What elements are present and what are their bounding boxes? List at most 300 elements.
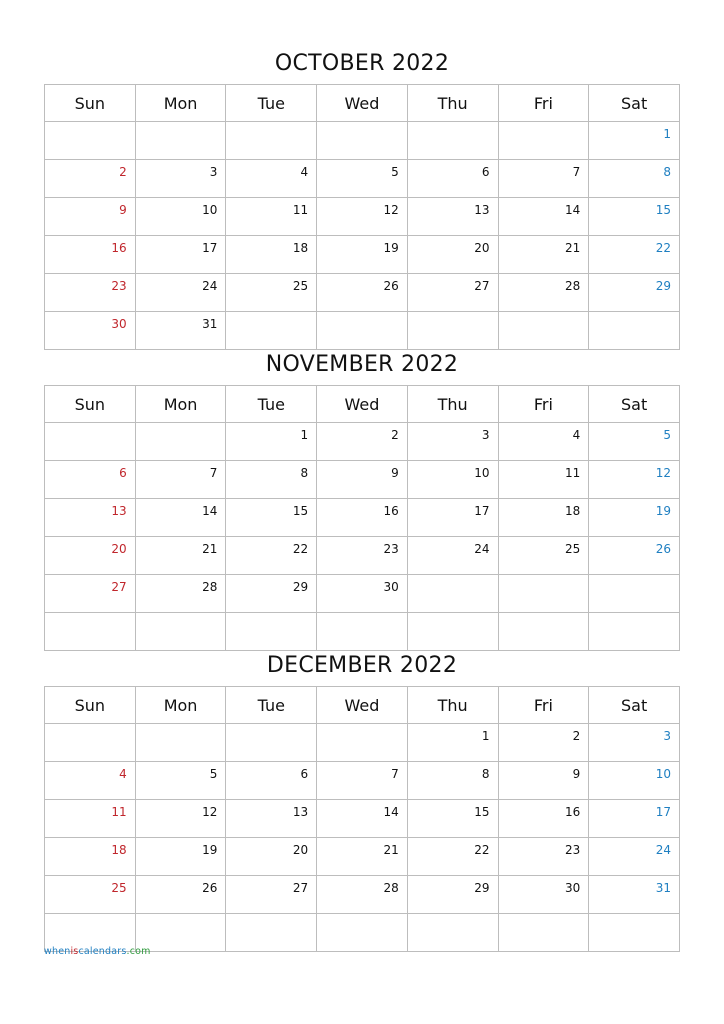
day-cell: [45, 198, 136, 236]
day-cell: [498, 838, 589, 876]
day-number: 9: [119, 203, 127, 217]
day-cell: [317, 274, 408, 312]
day-number: 24: [202, 279, 218, 293]
day-number: 1: [481, 729, 490, 743]
month-grid: [44, 84, 680, 350]
week-row: [45, 461, 680, 499]
day-number: 4: [300, 165, 309, 179]
day-number: 14: [564, 203, 581, 217]
day-number: [317, 312, 407, 317]
day-number: 9: [572, 767, 581, 781]
day-number: 27: [474, 279, 490, 293]
day-cell: [317, 724, 408, 762]
day-cell: [589, 613, 680, 651]
day-cell: [407, 198, 498, 236]
day-number: 19: [655, 504, 671, 518]
day-cell: [45, 236, 136, 274]
day-number: 23: [564, 843, 581, 857]
day-number: 26: [202, 881, 218, 895]
day-number: 20: [111, 542, 127, 556]
day-cell: [498, 914, 589, 952]
day-cell: [589, 461, 680, 499]
day-number: 6: [481, 165, 490, 179]
day-number: 12: [655, 466, 671, 480]
day-number: 6: [300, 767, 309, 781]
weekday-header-row: [45, 687, 680, 724]
day-cell: [135, 499, 226, 537]
footer-text-segment: when: [44, 946, 71, 957]
day-cell: [226, 160, 317, 198]
week-row: [45, 312, 680, 350]
day-cell: [317, 914, 408, 952]
day-number: [136, 423, 226, 428]
day-cell: [498, 762, 589, 800]
day-number: [589, 312, 679, 317]
day-number: 1: [663, 127, 671, 141]
day-number: 3: [663, 729, 671, 743]
week-row: [45, 724, 680, 762]
month-title: NOVEMBER 2022: [265, 352, 459, 377]
day-cell: [589, 236, 680, 274]
day-cell: [135, 236, 226, 274]
weekday-header-row: [45, 386, 680, 423]
day-cell: [498, 122, 589, 160]
day-cell: [135, 122, 226, 160]
day-cell: [589, 537, 680, 575]
day-cell: [45, 160, 136, 198]
day-number: 27: [292, 881, 309, 895]
day-cell: [589, 499, 680, 537]
day-cell: [407, 914, 498, 952]
day-number: 28: [383, 881, 399, 895]
day-cell: [589, 800, 680, 838]
day-cell: [589, 914, 680, 952]
day-number: [226, 312, 316, 317]
day-cell: [226, 461, 317, 499]
day-cell: [407, 499, 498, 537]
week-row: [45, 274, 680, 312]
day-number: [136, 914, 226, 919]
day-cell: [226, 575, 317, 613]
day-cell: [226, 800, 317, 838]
day-number: 10: [474, 466, 490, 480]
weekday-header: Thu: [407, 85, 498, 122]
day-cell: [45, 423, 136, 461]
footer-text-segment: calendars: [78, 946, 127, 957]
day-cell: [498, 160, 589, 198]
day-number: 7: [391, 767, 399, 781]
day-number: 21: [202, 542, 218, 556]
day-cell: [589, 423, 680, 461]
day-cell: [589, 122, 680, 160]
day-cell: [45, 122, 136, 160]
day-number: 8: [663, 165, 671, 179]
day-number: [45, 122, 135, 127]
day-number: 25: [111, 881, 127, 895]
day-number: 26: [655, 542, 671, 556]
weekday-header: Sat: [589, 687, 680, 724]
day-number: 4: [119, 767, 127, 781]
month-grid: [44, 686, 680, 952]
day-cell: [589, 838, 680, 876]
day-number: 3: [209, 165, 218, 179]
day-number: 30: [564, 881, 581, 895]
day-cell: [317, 160, 408, 198]
day-number: 1: [300, 428, 309, 442]
day-number: 20: [292, 843, 309, 857]
week-row: [45, 575, 680, 613]
day-cell: [317, 876, 408, 914]
day-number: 16: [111, 241, 127, 255]
day-cell: [317, 122, 408, 160]
day-cell: [135, 613, 226, 651]
day-number: [317, 914, 407, 919]
day-number: 23: [383, 542, 399, 556]
weekday-header: Fri: [498, 85, 589, 122]
day-cell: [45, 724, 136, 762]
week-row: [45, 838, 680, 876]
day-cell: [407, 724, 498, 762]
month-block: [44, 345, 680, 651]
weekday-header: Sat: [589, 386, 680, 423]
weekday-header: Sat: [589, 85, 680, 122]
day-number: 30: [111, 317, 127, 331]
day-cell: [498, 198, 589, 236]
day-number: [226, 122, 316, 127]
day-cell: [317, 499, 408, 537]
day-cell: [135, 575, 226, 613]
day-number: 10: [655, 767, 671, 781]
weekday-header: Wed: [317, 386, 408, 423]
day-cell: [498, 537, 589, 575]
day-number: 28: [202, 580, 218, 594]
day-cell: [226, 838, 317, 876]
day-cell: [589, 198, 680, 236]
weekday-header: Mon: [135, 85, 226, 122]
day-number: 22: [474, 843, 490, 857]
day-cell: [135, 160, 226, 198]
day-cell: [135, 423, 226, 461]
day-number: 18: [292, 241, 309, 255]
day-cell: [589, 876, 680, 914]
day-cell: [589, 724, 680, 762]
day-number: 24: [474, 542, 490, 556]
day-number: [136, 613, 226, 618]
day-number: 5: [209, 767, 218, 781]
day-number: [408, 122, 498, 127]
footer-text-segment: is: [70, 946, 79, 957]
day-number: 6: [119, 466, 127, 480]
day-cell: [407, 461, 498, 499]
day-number: [499, 914, 589, 919]
day-number: [499, 613, 589, 618]
day-cell: [45, 800, 136, 838]
day-cell: [135, 274, 226, 312]
weekday-header: Sun: [45, 386, 136, 423]
day-number: [408, 914, 498, 919]
day-number: 17: [202, 241, 218, 255]
day-cell: [226, 537, 317, 575]
day-number: 21: [564, 241, 581, 255]
day-cell: [45, 537, 136, 575]
month-block: [44, 44, 680, 350]
day-number: 13: [474, 203, 490, 217]
day-number: 14: [202, 504, 218, 518]
day-number: 19: [202, 843, 218, 857]
day-cell: [45, 876, 136, 914]
day-cell: [498, 499, 589, 537]
day-cell: [317, 838, 408, 876]
weekday-header: Wed: [317, 687, 408, 724]
day-cell: [226, 122, 317, 160]
day-cell: [226, 198, 317, 236]
day-number: [226, 613, 316, 618]
day-number: 26: [383, 279, 399, 293]
day-cell: [135, 312, 226, 350]
day-number: 22: [655, 241, 671, 255]
day-number: 27: [111, 580, 127, 594]
day-cell: [226, 724, 317, 762]
day-cell: [226, 236, 317, 274]
day-number: [317, 724, 407, 729]
week-row: [45, 613, 680, 651]
day-number: [45, 613, 135, 618]
day-number: 10: [202, 203, 218, 217]
day-cell: [45, 312, 136, 350]
day-cell: [135, 876, 226, 914]
day-number: 2: [391, 428, 399, 442]
day-number: 11: [564, 466, 581, 480]
day-number: 28: [564, 279, 581, 293]
day-cell: [407, 122, 498, 160]
day-cell: [135, 724, 226, 762]
day-number: [226, 724, 316, 729]
day-cell: [407, 613, 498, 651]
week-row: [45, 198, 680, 236]
day-cell: [407, 236, 498, 274]
day-cell: [407, 762, 498, 800]
weekday-header: Wed: [317, 85, 408, 122]
footer-text-segment: .com: [126, 946, 151, 957]
day-cell: [317, 800, 408, 838]
day-cell: [45, 838, 136, 876]
day-cell: [407, 423, 498, 461]
day-cell: [498, 312, 589, 350]
day-number: [45, 914, 135, 919]
day-number: 23: [111, 279, 127, 293]
day-cell: [226, 312, 317, 350]
day-number: [136, 724, 226, 729]
day-number: 11: [292, 203, 309, 217]
day-cell: [589, 575, 680, 613]
day-number: 29: [655, 279, 671, 293]
month-grid: [44, 385, 680, 651]
day-cell: [498, 575, 589, 613]
day-number: 2: [119, 165, 127, 179]
day-number: 16: [564, 805, 581, 819]
day-number: 11: [111, 805, 127, 819]
day-number: [317, 613, 407, 618]
footer-website[interactable]: [44, 946, 151, 957]
weekday-header: Thu: [407, 386, 498, 423]
day-cell: [226, 876, 317, 914]
day-cell: [226, 274, 317, 312]
day-cell: [589, 160, 680, 198]
day-cell: [407, 312, 498, 350]
day-cell: [135, 537, 226, 575]
weekday-header-row: [45, 85, 680, 122]
week-row: [45, 236, 680, 274]
day-number: [408, 312, 498, 317]
day-cell: [226, 914, 317, 952]
day-number: [226, 914, 316, 919]
day-cell: [589, 274, 680, 312]
day-number: 7: [209, 466, 218, 480]
day-number: [499, 575, 589, 580]
weekday-header: Tue: [226, 687, 317, 724]
day-number: 21: [383, 843, 399, 857]
weekday-header: Fri: [498, 386, 589, 423]
day-number: 13: [111, 504, 127, 518]
day-number: 24: [655, 843, 671, 857]
day-number: 12: [383, 203, 399, 217]
day-number: 29: [474, 881, 490, 895]
week-row: [45, 122, 680, 160]
day-number: [499, 312, 589, 317]
day-cell: [498, 461, 589, 499]
day-number: [317, 122, 407, 127]
week-row: [45, 876, 680, 914]
day-number: 29: [292, 580, 309, 594]
day-number: 2: [572, 729, 581, 743]
day-cell: [226, 762, 317, 800]
day-cell: [45, 762, 136, 800]
day-number: [136, 122, 226, 127]
week-row: [45, 499, 680, 537]
week-row: [45, 160, 680, 198]
day-cell: [498, 613, 589, 651]
day-cell: [45, 274, 136, 312]
day-cell: [498, 423, 589, 461]
month-block: [44, 646, 680, 952]
day-cell: [45, 499, 136, 537]
day-number: [45, 724, 135, 729]
day-cell: [407, 838, 498, 876]
day-number: 15: [474, 805, 490, 819]
weekday-header: Mon: [135, 386, 226, 423]
day-number: 25: [564, 542, 581, 556]
day-number: 3: [481, 428, 490, 442]
day-number: 18: [111, 843, 127, 857]
day-cell: [226, 423, 317, 461]
day-cell: [317, 575, 408, 613]
weekday-header: Sun: [45, 85, 136, 122]
day-number: 17: [655, 805, 671, 819]
day-cell: [317, 236, 408, 274]
day-cell: [317, 762, 408, 800]
week-row: [45, 800, 680, 838]
day-number: 17: [474, 504, 490, 518]
day-cell: [589, 312, 680, 350]
day-cell: [135, 838, 226, 876]
day-cell: [317, 198, 408, 236]
day-cell: [407, 160, 498, 198]
day-cell: [589, 762, 680, 800]
day-number: 12: [202, 805, 218, 819]
week-row: [45, 537, 680, 575]
day-cell: [407, 537, 498, 575]
month-title: OCTOBER 2022: [274, 51, 450, 76]
day-cell: [135, 461, 226, 499]
day-number: 8: [481, 767, 490, 781]
day-number: 31: [655, 881, 671, 895]
day-cell: [226, 613, 317, 651]
day-cell: [498, 236, 589, 274]
month-title: DECEMBER 2022: [266, 653, 458, 678]
day-cell: [45, 575, 136, 613]
weekday-header: Tue: [226, 85, 317, 122]
day-number: 30: [383, 580, 399, 594]
day-cell: [317, 461, 408, 499]
day-cell: [226, 499, 317, 537]
day-cell: [135, 198, 226, 236]
day-cell: [498, 800, 589, 838]
day-cell: [407, 876, 498, 914]
day-cell: [317, 537, 408, 575]
day-cell: [498, 274, 589, 312]
day-cell: [498, 724, 589, 762]
day-number: 13: [292, 805, 309, 819]
day-cell: [407, 575, 498, 613]
weekday-header: Sun: [45, 687, 136, 724]
day-number: 20: [474, 241, 490, 255]
day-number: 16: [383, 504, 399, 518]
day-number: [589, 613, 679, 618]
day-cell: [498, 876, 589, 914]
day-cell: [135, 800, 226, 838]
day-number: 18: [564, 504, 581, 518]
day-cell: [317, 613, 408, 651]
day-cell: [317, 423, 408, 461]
day-number: 5: [391, 165, 399, 179]
day-number: 15: [292, 504, 309, 518]
day-cell: [407, 800, 498, 838]
day-number: [499, 122, 589, 127]
day-number: [589, 575, 679, 580]
week-row: [45, 762, 680, 800]
day-number: 7: [572, 165, 581, 179]
weekday-header: Mon: [135, 687, 226, 724]
day-number: 9: [391, 466, 399, 480]
week-row: [45, 423, 680, 461]
day-cell: [407, 274, 498, 312]
day-number: 15: [655, 203, 671, 217]
day-cell: [135, 762, 226, 800]
day-cell: [45, 613, 136, 651]
day-number: 14: [383, 805, 399, 819]
weekday-header: Fri: [498, 687, 589, 724]
day-number: 4: [572, 428, 581, 442]
day-number: 25: [292, 279, 309, 293]
day-number: 22: [292, 542, 309, 556]
day-number: [408, 613, 498, 618]
day-cell: [45, 461, 136, 499]
day-number: 8: [300, 466, 309, 480]
day-number: [45, 423, 135, 428]
day-number: 31: [202, 317, 218, 331]
weekday-header: Tue: [226, 386, 317, 423]
day-number: [408, 575, 498, 580]
